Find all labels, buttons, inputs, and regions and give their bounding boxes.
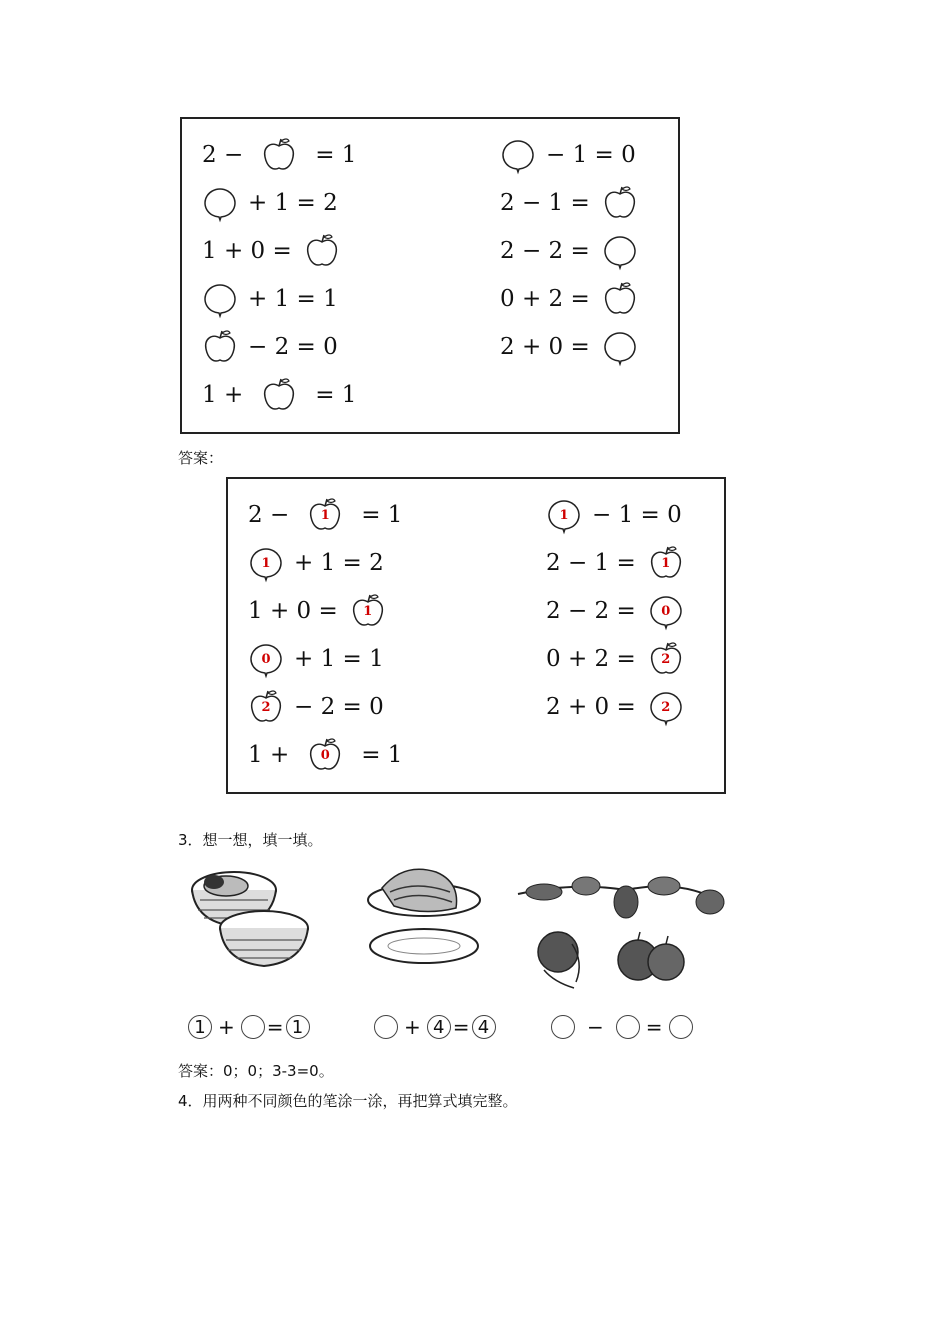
equation-left-part: 2 − 2 = bbox=[546, 598, 636, 624]
equation-row bbox=[202, 233, 340, 269]
equation-row bbox=[202, 137, 356, 173]
question-box bbox=[180, 117, 680, 434]
operator: − bbox=[587, 1015, 604, 1039]
apple-icon bbox=[307, 497, 343, 533]
answer-value: 1 bbox=[261, 556, 271, 571]
answer-value: 2 bbox=[661, 652, 671, 667]
equation-group-3 bbox=[549, 1015, 695, 1039]
equation-row bbox=[546, 641, 684, 677]
equation-right-part: = 1 bbox=[315, 142, 357, 168]
equation-right-part: − 2 = 0 bbox=[294, 694, 384, 720]
blank-circle-icon bbox=[648, 593, 684, 629]
equation-left-part: 0 + 2 = bbox=[546, 646, 636, 672]
blank-circle-icon bbox=[546, 497, 582, 533]
equation-left-part: 1 + 0 = bbox=[248, 598, 338, 624]
equals-sign: = bbox=[266, 1015, 284, 1039]
equation-right-part: + 1 = 2 bbox=[248, 190, 338, 216]
equation-left-part: 2 + 0 = bbox=[546, 694, 636, 720]
apple-icon bbox=[304, 233, 340, 269]
apple-icon bbox=[648, 641, 684, 677]
circled-number: 4 bbox=[427, 1015, 451, 1039]
equation-row bbox=[546, 497, 682, 533]
equation-left-part: 2 − bbox=[248, 502, 290, 528]
blank-circle bbox=[241, 1015, 265, 1039]
blank-circle-icon bbox=[248, 641, 284, 677]
answer-value: 1 bbox=[320, 508, 330, 523]
operator: + bbox=[218, 1015, 235, 1039]
answer-value: 2 bbox=[261, 700, 271, 715]
equation-left-part: 1 + bbox=[202, 382, 244, 408]
equation-row bbox=[546, 689, 684, 725]
equation-row bbox=[500, 281, 638, 317]
equation-row bbox=[202, 329, 338, 365]
answer-value: 0 bbox=[661, 604, 671, 619]
operator: + bbox=[404, 1015, 421, 1039]
baskets-picture bbox=[186, 864, 316, 972]
equation-row bbox=[500, 233, 638, 269]
equation-right-part: = 1 bbox=[361, 502, 403, 528]
circled-number: 1 bbox=[188, 1015, 212, 1039]
equation-row bbox=[248, 737, 402, 773]
blank-circle bbox=[616, 1015, 640, 1039]
equation-right-part: + 1 = 1 bbox=[294, 646, 384, 672]
problem3-title: 3．想一想，填一填。 bbox=[178, 831, 323, 849]
blank-circle-icon bbox=[500, 137, 536, 173]
equation-row bbox=[546, 545, 684, 581]
answer-box bbox=[226, 477, 726, 794]
answer-value: 0 bbox=[320, 748, 330, 763]
equation-right-part: − 1 = 0 bbox=[546, 142, 636, 168]
equation-row bbox=[500, 137, 636, 173]
equation-row bbox=[202, 185, 338, 221]
blank-circle-icon bbox=[648, 689, 684, 725]
blank-circle bbox=[669, 1015, 693, 1039]
answer-value: 0 bbox=[261, 652, 271, 667]
equation-right-part: + 1 = 2 bbox=[294, 550, 384, 576]
answer-value: 2 bbox=[661, 700, 671, 715]
equation-row bbox=[202, 281, 338, 317]
answer-value: 1 bbox=[559, 508, 569, 523]
equation-group-1 bbox=[186, 1015, 312, 1039]
circled-number: 4 bbox=[472, 1015, 496, 1039]
equation-right-part: + 1 = 1 bbox=[248, 286, 338, 312]
circled-number: 1 bbox=[286, 1015, 310, 1039]
answer-label: 答案： bbox=[178, 449, 224, 467]
equation-left-part: 2 − 1 = bbox=[546, 550, 636, 576]
apple-icon bbox=[602, 185, 638, 221]
equals-sign: = bbox=[645, 1015, 663, 1039]
equation-row bbox=[500, 329, 638, 365]
equation-left-part: 2 + 0 = bbox=[500, 334, 590, 360]
answer-value: 1 bbox=[661, 556, 671, 571]
blank-circle-icon bbox=[202, 281, 238, 317]
equation-right-part: = 1 bbox=[315, 382, 357, 408]
blank-circle bbox=[374, 1015, 398, 1039]
equation-left-part: 2 − bbox=[202, 142, 244, 168]
equation-right-part: = 1 bbox=[361, 742, 403, 768]
apple-icon bbox=[307, 737, 343, 773]
equation-row bbox=[248, 545, 384, 581]
equals-sign: = bbox=[452, 1015, 470, 1039]
blank-circle-icon bbox=[248, 545, 284, 581]
apple-icon bbox=[261, 137, 297, 173]
apple-icon bbox=[202, 329, 238, 365]
answer-value: 1 bbox=[363, 604, 373, 619]
blank-circle-icon bbox=[202, 185, 238, 221]
apple-icon bbox=[248, 689, 284, 725]
apple-icon bbox=[602, 281, 638, 317]
problem3-answer: 答案：0；0；3-3=0。 bbox=[178, 1062, 334, 1080]
apple-icon bbox=[648, 545, 684, 581]
equation-row bbox=[546, 593, 684, 629]
equation-group-2 bbox=[372, 1015, 498, 1039]
equation-left-part: 1 + 0 = bbox=[202, 238, 292, 264]
apple-icon bbox=[261, 377, 297, 413]
equation-right-part: − 2 = 0 bbox=[248, 334, 338, 360]
plates-picture bbox=[364, 862, 486, 974]
equation-left-part: 2 − 1 = bbox=[500, 190, 590, 216]
equation-left-part: 1 + bbox=[248, 742, 290, 768]
equation-left-part: 2 − 2 = bbox=[500, 238, 590, 264]
equation-row bbox=[248, 593, 386, 629]
blank-circle-icon bbox=[602, 233, 638, 269]
blank-circle bbox=[551, 1015, 575, 1039]
equation-row bbox=[248, 641, 384, 677]
apple-icon bbox=[350, 593, 386, 629]
equation-row bbox=[202, 377, 356, 413]
apples-picture bbox=[514, 872, 730, 996]
equation-row bbox=[248, 689, 384, 725]
equation-row bbox=[500, 185, 638, 221]
problem4-title: 4．用两种不同颜色的笔涂一涂，再把算式填完整。 bbox=[178, 1092, 518, 1110]
equation-left-part: 0 + 2 = bbox=[500, 286, 590, 312]
blank-circle-icon bbox=[602, 329, 638, 365]
equation-right-part: − 1 = 0 bbox=[592, 502, 682, 528]
equation-row bbox=[248, 497, 402, 533]
